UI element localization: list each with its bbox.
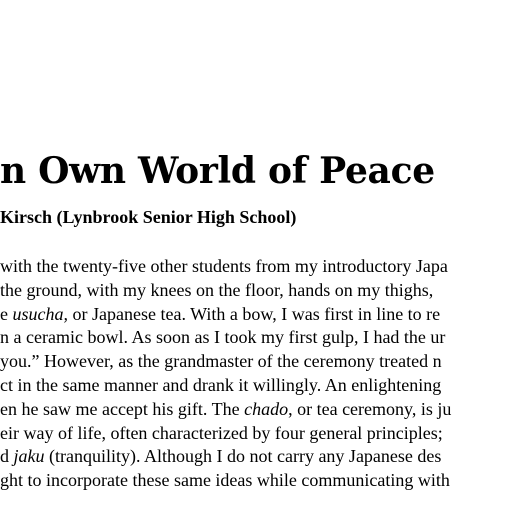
body-text-run: d <box>0 446 14 467</box>
body-line <box>0 303 451 327</box>
body-line <box>0 374 451 398</box>
body-line <box>0 255 451 279</box>
body-line <box>0 350 451 374</box>
italic-term: usucha, <box>12 303 68 324</box>
body-text-run: ct in the same manner and drank it willingly. An enlightening <box>0 374 442 395</box>
body-text-run: with the twenty-five other students from my introductory Japa <box>0 256 448 276</box>
body-text-run: ght to incorporate these same ideas while communicating with <box>0 470 450 491</box>
italic-term: jaku <box>13 446 45 467</box>
body-text-run: e <box>0 303 13 324</box>
body-text-run: (tranquility). Although I do not carry any Japanese des <box>44 446 442 467</box>
body-text-run: you.” However, as the grandmaster of the ceremony treated n <box>0 351 442 372</box>
body-text-run: , or tea ceremony, is ju <box>288 398 452 419</box>
author-byline: Kirsch (Lynbrook Senior High School) <box>0 207 297 227</box>
body-line <box>0 279 451 303</box>
essay-body <box>0 255 451 493</box>
body-text-run: en he saw me accept his gift. The <box>0 398 245 419</box>
body-line <box>0 469 451 493</box>
body-line <box>0 445 451 469</box>
essay-title: n Own World of Peace <box>0 150 435 192</box>
body-line <box>0 326 451 350</box>
body-text-run: n a ceramic bowl. As soon as I took my first gulp, I had the ur <box>0 327 446 348</box>
body-text-run: eir way of life, often characterized by four general principles; <box>0 422 443 443</box>
body-line <box>0 398 451 422</box>
body-line <box>0 422 451 446</box>
body-text-run: the ground, with my knees on the floor, hands on my thighs, <box>0 279 434 300</box>
italic-term: chado <box>244 398 289 419</box>
body-text-run: or Japanese tea. With a bow, I was first in line to re <box>68 303 441 324</box>
